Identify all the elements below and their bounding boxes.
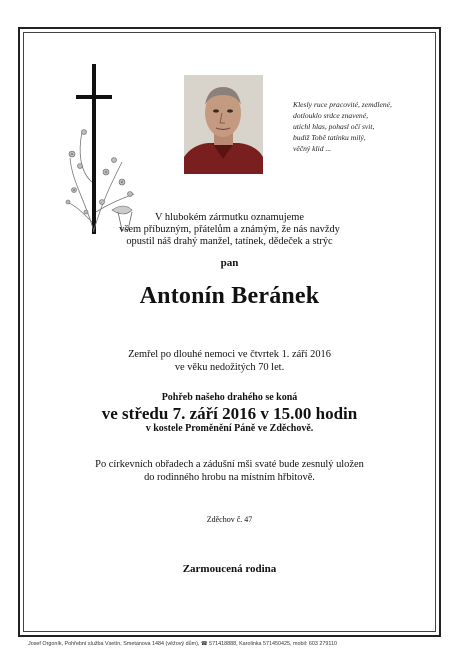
poem-line: budiž Tobě tatínku milý,	[293, 133, 366, 142]
poem-line: Klesly ruce pracovité, zemdlené,	[293, 100, 392, 109]
burial-line: Po církevních obřadech a zádušní mši svaté bude zesnulý uložen	[95, 459, 364, 470]
death-notice	[23, 349, 436, 374]
death-notice-line: ve věku nedožitých 70 let.	[174, 361, 285, 373]
announcement-line: opustil náš drahý manžel, tatínek, dědeček a strýc	[126, 236, 333, 248]
announcement-line: všem příbuzným, přátelům a známým, že nás navždy	[119, 224, 340, 236]
funeral-service-footer: Josef Orgoník, Pohřební služba Vsetín, Smetanova 1484 (věžový dům), ☎ 571418888, Karolinka 571450425, mobil: 603 279110	[28, 641, 337, 647]
burial-notice	[23, 459, 436, 484]
deceased-name: Antonín Beránek	[139, 283, 320, 309]
burial-line: do rodinného hrobu na místním hřbitově.	[144, 471, 315, 483]
funeral-place: v kostele Proměnění Páně ve Zděchově.	[145, 423, 314, 434]
poem-line: věčný klid ...	[293, 144, 332, 153]
announcement	[23, 212, 436, 249]
poem	[293, 99, 428, 154]
poem-line: utichl hlas, pohasl očí svit,	[293, 122, 375, 131]
poem-line: dotlouklo srdce znavené,	[293, 111, 369, 120]
signature: Zarmoucená rodina	[182, 563, 277, 575]
portrait-photo	[184, 75, 263, 174]
family-address: Zděchov č. 47	[206, 515, 253, 524]
funeral-date-time: ve středu 7. září 2016 v 15.00 hodin	[101, 404, 358, 423]
title-word: pan	[220, 257, 239, 269]
announcement-line: V hlubokém zármutku oznamujeme	[155, 212, 304, 223]
funeral-intro: Pohřeb našeho drahého se koná	[161, 392, 298, 403]
death-notice-line: Zemřel po dlouhé nemoci ve čtvrtek 1. září 2016	[128, 349, 331, 360]
